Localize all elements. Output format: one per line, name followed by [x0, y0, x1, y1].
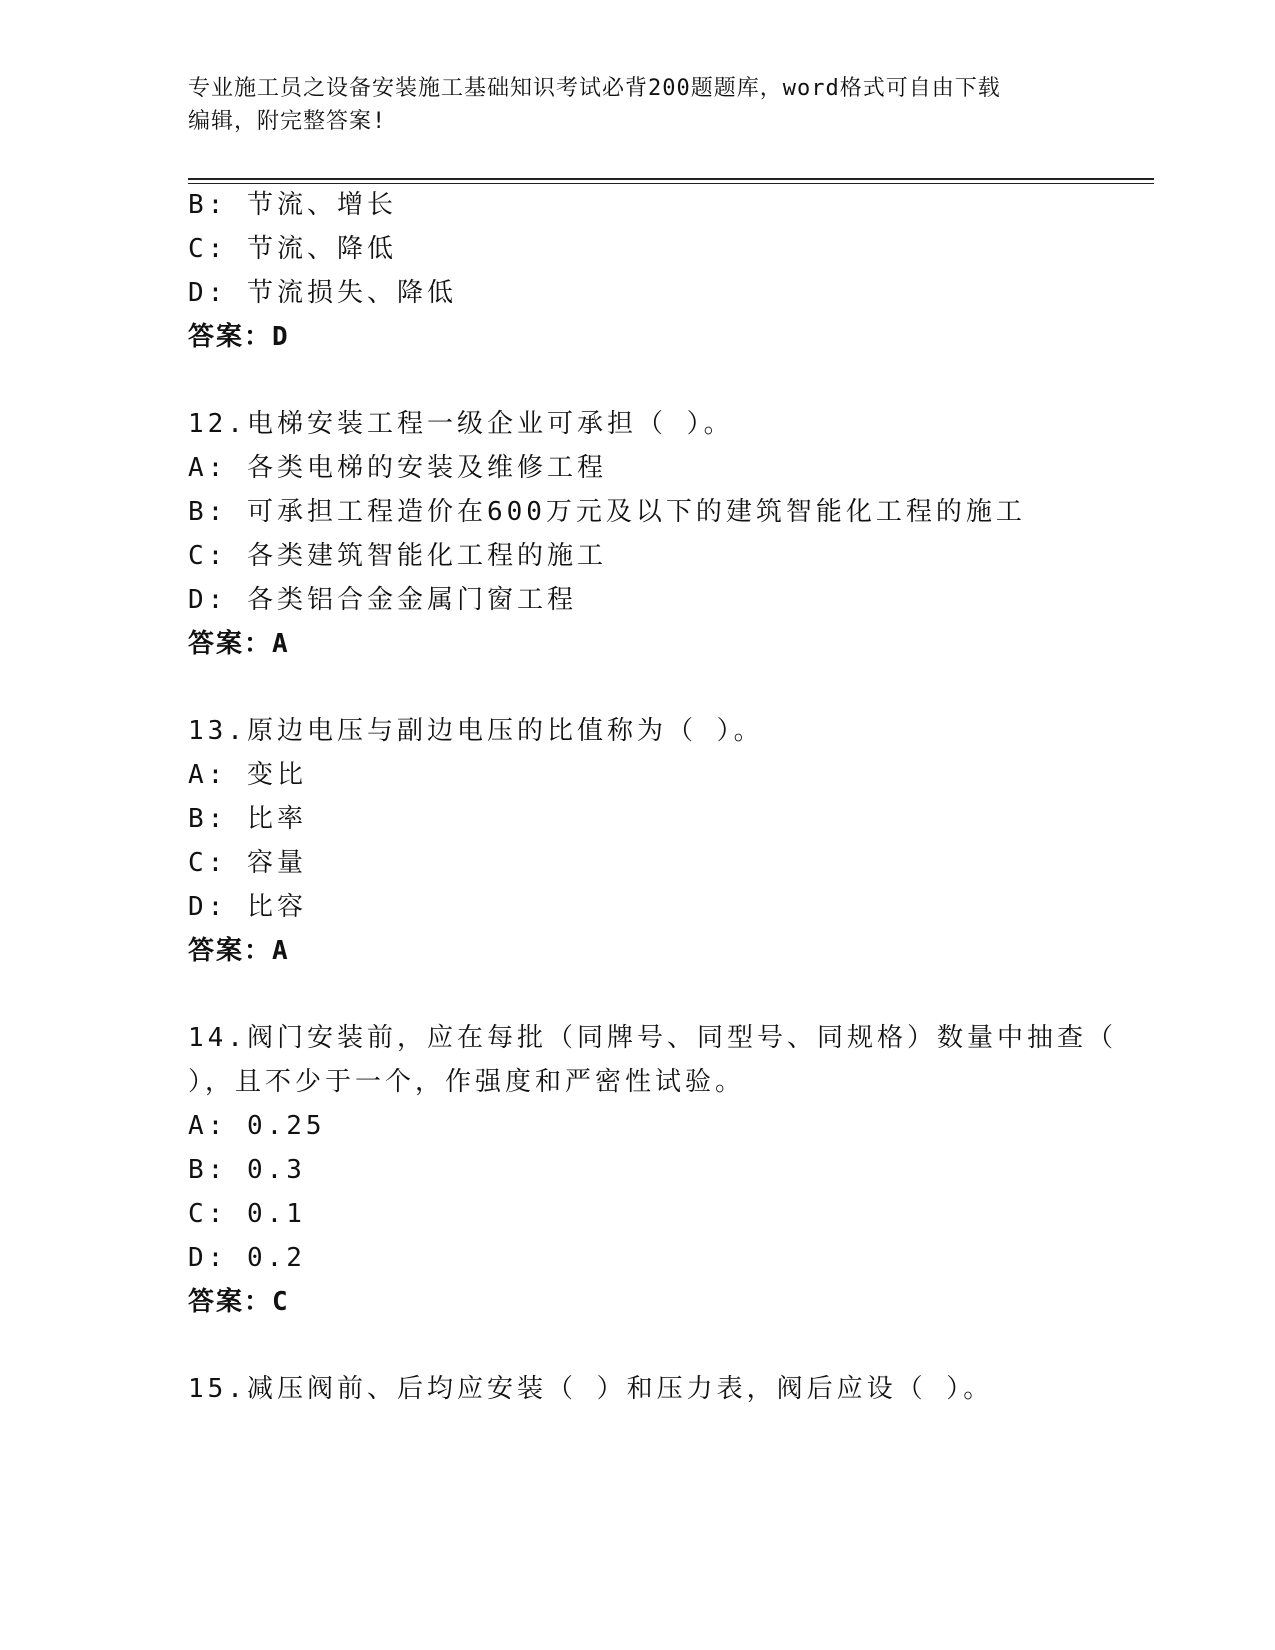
option-b: B: 可承担工程造价在600万元及以下的建筑智能化工程的施工 [188, 497, 1026, 527]
header-title-line2: 编辑，附完整答案! [188, 109, 387, 134]
document-header [188, 72, 1088, 138]
option-d: D: 各类铝合金金属门窗工程 [188, 585, 577, 615]
question-stem: 14.阀门安装前，应在每批（同牌号、同型号、同规格）数量中抽查（ [188, 1023, 1117, 1053]
option-b: B: 比率 [188, 804, 307, 834]
option-a: A: 0.25 [188, 1111, 326, 1141]
option-d: D: 比容 [188, 892, 307, 922]
question-stem: 12.电梯安装工程一级企业可承担（ ）。 [188, 409, 734, 439]
header-divider-thick [188, 178, 1154, 180]
option-a: A: 变比 [188, 760, 307, 790]
option-c: C: 0.1 [188, 1199, 306, 1229]
option-c: C: 容量 [188, 848, 307, 878]
option-b: B: 节流、增长 [188, 190, 397, 220]
header-divider-thin [188, 183, 1154, 184]
option-a: A: 各类电梯的安装及维修工程 [188, 453, 607, 483]
option-b: B: 0.3 [188, 1155, 306, 1185]
question-stem: 13.原边电压与副边电压的比值称为（ ）。 [188, 716, 764, 746]
option-c: C: 各类建筑智能化工程的施工 [188, 541, 607, 571]
header-title-line1: 专业施工员之设备安装施工基础知识考试必背200题题库，word格式可自由下载 [188, 76, 1001, 101]
answer: 答案：A [188, 936, 290, 966]
option-d: D: 节流损失、降低 [188, 278, 457, 308]
option-c: C: 节流、降低 [188, 234, 397, 264]
answer: 答案：D [188, 322, 290, 352]
question-stem: 15.减压阀前、后均应安装（ ）和压力表，阀后应设（ ）。 [188, 1374, 994, 1404]
answer: 答案：A [188, 629, 290, 659]
question-stem-continued: ），且不少于一个，作强度和严密性试验。 [188, 1067, 746, 1097]
answer: 答案：C [188, 1287, 290, 1317]
option-d: D: 0.2 [188, 1243, 306, 1273]
